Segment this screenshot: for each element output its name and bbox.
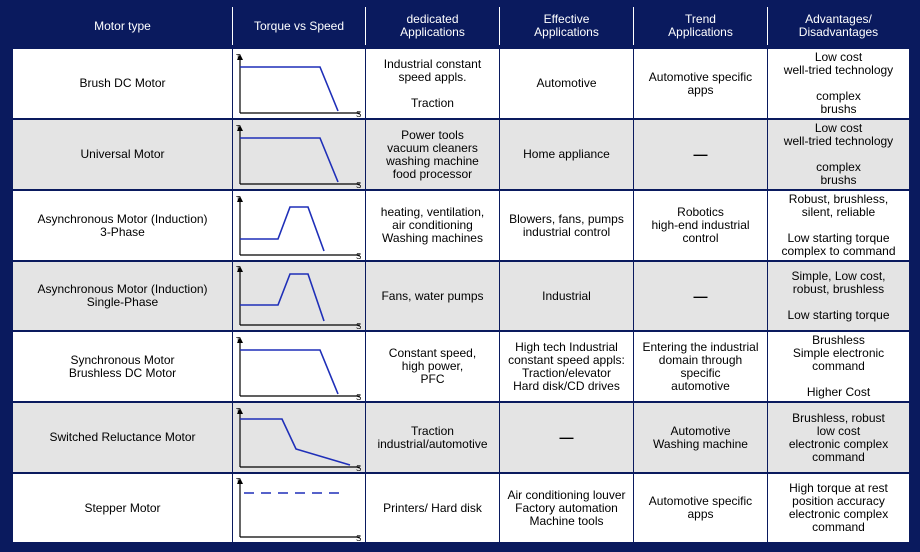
torque-speed-graph	[234, 51, 364, 117]
torque-speed-cell	[233, 262, 366, 330]
header-effective-applications: Effective Applications	[500, 7, 634, 45]
header-motor-type: Motor type	[13, 7, 233, 45]
dedicated-applications-cell: Constant speed, high power, PFC	[366, 332, 500, 401]
dedicated-applications-cell: Power tools vacuum cleaners washing machine food processor	[366, 120, 500, 189]
table-row	[13, 403, 909, 472]
motor-type-cell: Stepper Motor	[13, 474, 233, 542]
y-axis-label: T	[236, 53, 241, 61]
torque-speed-graph	[234, 193, 364, 259]
torque-speed-graph	[234, 405, 364, 471]
motor-type-cell: Switched Reluctance Motor	[13, 403, 233, 472]
motor-type-cell: Asynchronous Motor (Induction) Single-Phase	[13, 262, 233, 330]
torque-curve	[240, 419, 350, 465]
y-axis-label: T	[236, 478, 241, 485]
motor-type-cell: Brush DC Motor	[13, 49, 233, 118]
effective-applications-cell: High tech Industrial constant speed appls: Traction/elevator Hard disk/CD drives	[500, 332, 634, 401]
torque-curve	[240, 350, 338, 394]
advantages-cell: Low cost well-tried technology complex brushs	[768, 49, 909, 118]
x-axis-label: S	[356, 463, 362, 471]
motor-comparison-table	[13, 7, 909, 545]
motor-type-cell: Universal Motor	[13, 120, 233, 189]
header-advantages: Advantages/ Disadvantages	[798, 12, 879, 39]
x-axis-label: S	[356, 180, 362, 188]
header-dedicated-applications: dedicated Applications	[366, 7, 500, 45]
torque-speed-graph	[234, 334, 364, 400]
torque-speed-cell	[233, 332, 366, 401]
dedicated-applications-cell: Industrial constant speed appls. Traction	[366, 49, 500, 118]
advantages-cell: Low cost well-tried technology complex brushs	[768, 120, 909, 189]
torque-speed-cell	[233, 191, 366, 260]
y-axis-label: T	[236, 266, 241, 273]
dedicated-applications-cell: Traction industrial/automotive	[366, 403, 500, 472]
torque-curve	[240, 274, 324, 321]
table-row	[13, 120, 909, 189]
torque-curve	[240, 67, 338, 111]
advantages-cell: Brushless, robust low cost electronic complex command	[768, 403, 909, 472]
effective-applications-cell: —	[500, 403, 634, 472]
trend-applications-cell: —	[634, 262, 768, 330]
x-axis-label: S	[356, 392, 362, 400]
trend-applications-cell: Automotive specific apps	[634, 49, 768, 118]
torque-curve	[240, 207, 324, 251]
header-trend-applications: Trend Applications	[634, 7, 768, 45]
y-axis-label: T	[236, 195, 241, 203]
y-axis-label: T	[236, 407, 241, 415]
x-axis-label: S	[356, 109, 362, 117]
table-row	[13, 191, 909, 260]
torque-speed-graph	[234, 122, 364, 188]
motor-type-cell: Synchronous Motor Brushless DC Motor	[13, 332, 233, 401]
trend-applications-cell: Automotive Washing machine	[634, 403, 768, 472]
dedicated-applications-cell: Fans, water pumps	[366, 262, 500, 330]
torque-speed-cell	[233, 120, 366, 189]
table-row	[13, 474, 909, 542]
effective-applications-cell: Automotive	[500, 49, 634, 118]
torque-speed-graph	[234, 263, 364, 329]
advantages-cell: Brushless Simple electronic command Higher Cost	[768, 332, 909, 401]
dedicated-applications-cell: Printers/ Hard disk	[366, 474, 500, 542]
trend-applications-cell: —	[634, 120, 768, 189]
dedicated-applications-cell: heating, ventilation, air conditioning Washing machines	[366, 191, 500, 260]
header-torque-vs-speed: Torque vs Speed	[233, 7, 366, 45]
table-row	[13, 49, 909, 118]
advantages-cell: Simple, Low cost, robust, brushless Low starting torque	[768, 262, 909, 330]
advantages-cell: Robust, brushless, silent, reliable Low starting torque complex to command	[768, 191, 909, 260]
torque-curve	[240, 138, 338, 182]
effective-applications-cell: Home appliance	[500, 120, 634, 189]
trend-applications-cell: Automotive specific apps	[634, 474, 768, 542]
x-axis-label: S	[356, 534, 362, 541]
torque-speed-cell	[233, 49, 366, 118]
trend-applications-cell: Robotics high-end industrial control	[634, 191, 768, 260]
torque-speed-cell	[233, 403, 366, 472]
torque-speed-graph	[234, 475, 364, 541]
table-row	[13, 332, 909, 401]
effective-applications-cell: Industrial	[500, 262, 634, 330]
effective-applications-cell: Air conditioning louver Factory automation Machine tools	[500, 474, 634, 542]
table-row	[13, 262, 909, 330]
motor-type-cell: Asynchronous Motor (Induction) 3-Phase	[13, 191, 233, 260]
x-axis-label: S	[356, 322, 362, 329]
trend-applications-cell: Entering the industrial domain through specific automotive	[634, 332, 768, 401]
y-axis-label: T	[236, 124, 241, 132]
effective-applications-cell: Blowers, fans, pumps industrial control	[500, 191, 634, 260]
torque-speed-cell	[233, 474, 366, 542]
x-axis-label: S	[356, 251, 362, 259]
table-header	[13, 7, 909, 45]
y-axis-label: T	[236, 336, 241, 344]
advantages-cell: High torque at rest position accuracy electronic complex command	[768, 474, 909, 542]
